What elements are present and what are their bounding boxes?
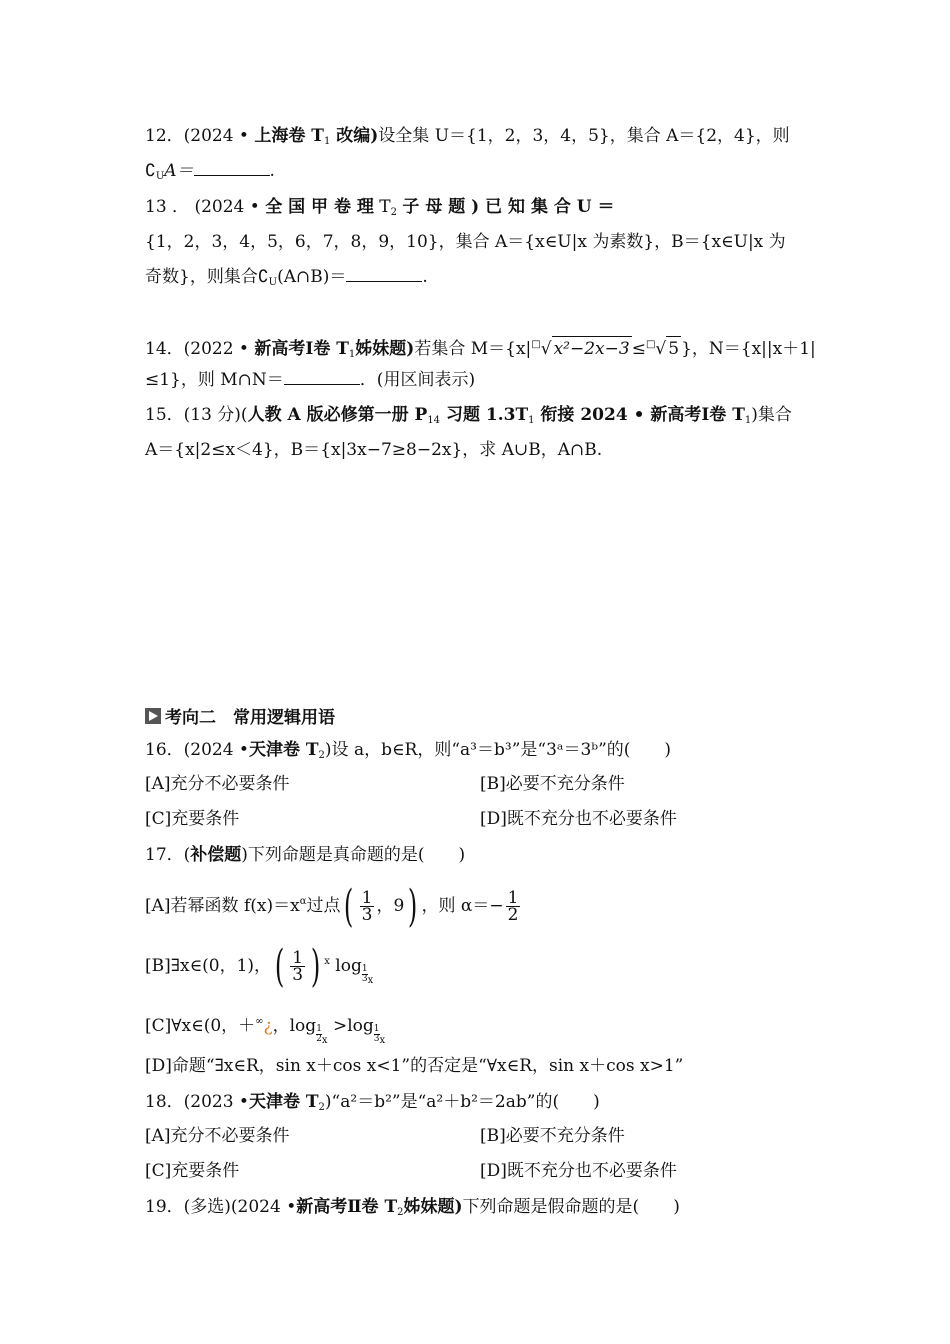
q17-option-a[interactable]: [A]若幂函数 $f(x)=x^\alpha$过点( $\frac{1}{3}$ ，9) ，则 α＝− $\frac{1}{2}$ (145, 880, 519, 932)
q16-option-c[interactable]: [C]充要条件 (145, 809, 240, 829)
q12-line2: $∁_UA=$ . (145, 161, 275, 182)
q16-option-d[interactable]: [D]既不充分也不必要条件 (480, 809, 677, 829)
q13-line2: {1，2，3，4，5，6，7，8，9，10}，集合 A＝{x∈U|x 为素数}，B＝{x∈U|x 为 (145, 232, 786, 252)
q18-stem: 18．(2023 •天津卷 $T_2)“a^2=b^2$”是“a²＋b²＝2ab”的( ) (145, 1092, 600, 1113)
q14-line2: ≤1}，则 M∩N＝ ．(用区间表示) (145, 370, 476, 390)
log-base: $\frac{1}{3}$ (373, 1024, 380, 1044)
answer-blank[interactable] (194, 161, 270, 176)
q12-line1: 12．(2024 • 上海卷 $T_1$ 改编)设全集 U＝{1，2，3，4，5}，集合 A＝{2，4}，则 (145, 126, 790, 147)
play-icon (145, 708, 161, 724)
log-base: $\frac{1}{2}$ (316, 1024, 322, 1044)
q18-option-d[interactable]: [D]既不充分也不必要条件 (480, 1161, 677, 1181)
q13-line1: 13 ． (2024 • 全 国 甲 卷 理 $T_2$ 子 母 题 ) 已 知 集 合 U ＝ (145, 197, 615, 218)
q18-option-a[interactable]: [A]充分不必要条件 (145, 1126, 290, 1146)
q15-line1: 15．(13 分)(人教 A 版必修第一册 $P_{14}$ 习题 $1.3T_1$ 衔接 2024 • 新高考Ⅰ卷 $T_1$)集合 (145, 405, 792, 426)
q18-option-c[interactable]: [C]充要条件 (145, 1161, 240, 1181)
fraction: $\frac{1}{3}$ (361, 888, 373, 925)
q17-option-d[interactable]: [D]命题“∃x∈R，sin x＋cos x<1”的否定是“∀x∈R，sin x＋cos x>1” (145, 1056, 684, 1076)
q17-option-b[interactable]: [B]∃x∈(0，1)，( $\frac{1}{3}$ ) $^x$ log $\frac{1}{3}$ $_x$ (145, 940, 374, 992)
fraction: $\frac{1}{2}$ (507, 888, 519, 925)
q16-option-a[interactable]: [A]充分不必要条件 (145, 774, 290, 794)
answer-blank[interactable] (346, 267, 422, 282)
q14-line1: 14．(2022 • 新高考Ⅰ卷 $T_1$姊妹题)若集合 M＝{x|□√ x²−2x−3 ≤□√ 5 }，N＝{x||x＋1| (145, 333, 816, 367)
answer-blank[interactable] (284, 370, 360, 385)
q16-stem: 16．(2024 •天津卷 $T_2$)设 a，b∈R，则“a³＝b³”是“3ᵃ＝3ᵇ”的( ) (145, 740, 672, 761)
q17-stem: 17．(补偿题)下列命题是真命题的是( ) (145, 845, 466, 865)
q17-option-c[interactable]: [C]∀x∈(0，＋∞¿，log $\frac{1}{2}$ $_x$ >log $\frac{1}{3}$ $_x$ (145, 1016, 386, 1046)
section-header: 考向二 常用逻辑用语 (145, 703, 335, 728)
q15-line2: A＝{x|2≤x＜4}，B＝{x|3x−7≥8−2x}，求 A∪B，A∩B. (145, 440, 603, 460)
q16-option-b[interactable]: [B]必要不充分条件 (480, 774, 625, 794)
log-base: $\frac{1}{3}$ (361, 964, 368, 984)
radical: 5 (666, 336, 681, 361)
q13-line3: 奇数}，则集合$∁_U(A\cap B)=$ . (145, 267, 428, 288)
fraction: $\frac{1}{3}$ (292, 948, 304, 985)
q18-option-b[interactable]: [B]必要不充分条件 (480, 1126, 625, 1146)
radical: x²−2x−3 (552, 336, 632, 361)
q19-stem: 19．(多选)(2024 •新高考Ⅱ卷 $T_2$姊妹题)下列命题是假命题的是( ) (145, 1197, 680, 1218)
